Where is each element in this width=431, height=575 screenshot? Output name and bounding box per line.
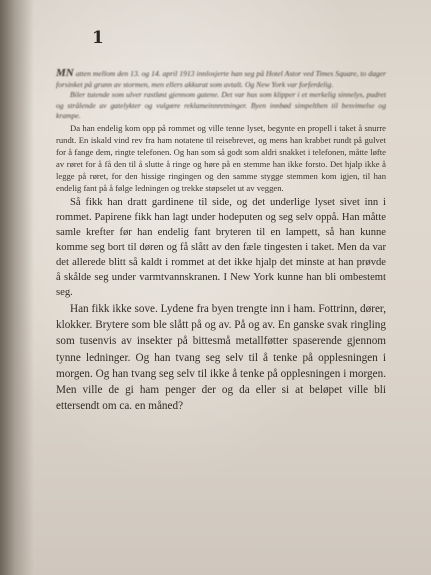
paragraph-text: Biler tutende som ulver rastløst gjennom gatene. Det var hus som klipper i et merkelig sinnelys, pudret og strålende av gatelykter og vulgære reklameinnretninger. Byen innbød simpelthen til besvimelse og krampe. [56,90,386,121]
book-spine-shadow [0,0,34,575]
paragraph [56,90,386,122]
chapter-number: 1 [92,28,104,48]
paragraph-text: atten mellom den 13. og 14. april 1913 innlosjerte han seg på Hotel Astor ved Times Square, to dager forsinket på grunn av stormen, men ellers akkurat som avtalt. Og New York var forferdelig. [56,69,386,89]
drop-cap: MN [56,67,74,79]
paragraph [56,122,386,194]
paragraph-text: Han fikk ikke sove. Lydene fra byen trengte inn i ham. Fottrinn, dører, klokker. Brytere som ble slått på og av. På og av. En ganske svak ringling som tusenvis av insekter på bittesmå metallføtter spaserende gjennom tynne ledninger. Og han tvang seg selv til å tenke på opplesningen i morgen. Og han tvang seg selv til ikke å tenke på opplesningen i morgen. Men ville de gi ham penger der og da eller si at beløpet ville bli ettersendt om ca. en måned? [56,302,386,413]
chapter-body [56,68,386,414]
paragraph [56,301,386,414]
paragraph-text: Så fikk han dratt gardinene til side, og det underlige lyset sivet inn i rommet. Papirene fikk han lagt under hodeputen og seg selv oppå. Han måtte samle krefter før han endelig fant bryteren til en lampett, så han kunne komme seg bort til døren og få slått av den fæle tingesten i taket. Men da var det allerede blitt så kaldt i rommet at det ikke hjalp det minste at han prøvde å skålde seg under varmtvannskranen. I New York kunne han bli ombestemt seg. [56,196,386,298]
paragraph [56,195,386,300]
paragraph-text: Da han endelig kom opp på rommet og ville tenne lyset, begynte en propell i taket å snurre rundt. En iskald vind rev fra ham notatene til reisebrevet, og mens han krabbet rundt på gulvet for å fange dem, ringte telefonen. Og han som så godt som aldri snakket i telefonen, måtte løfte av røret for å få den til å slutte å ringe og høre på en stemme han ikke forsto. Det hjalp ikke å legge på røret, for den hissige ringingen og den samme stygge stemmen kom igjen, til han endelig fant på å følge ledningen og trekke støpselet ut av veggen. [56,122,386,193]
paragraph-opening [56,68,386,90]
